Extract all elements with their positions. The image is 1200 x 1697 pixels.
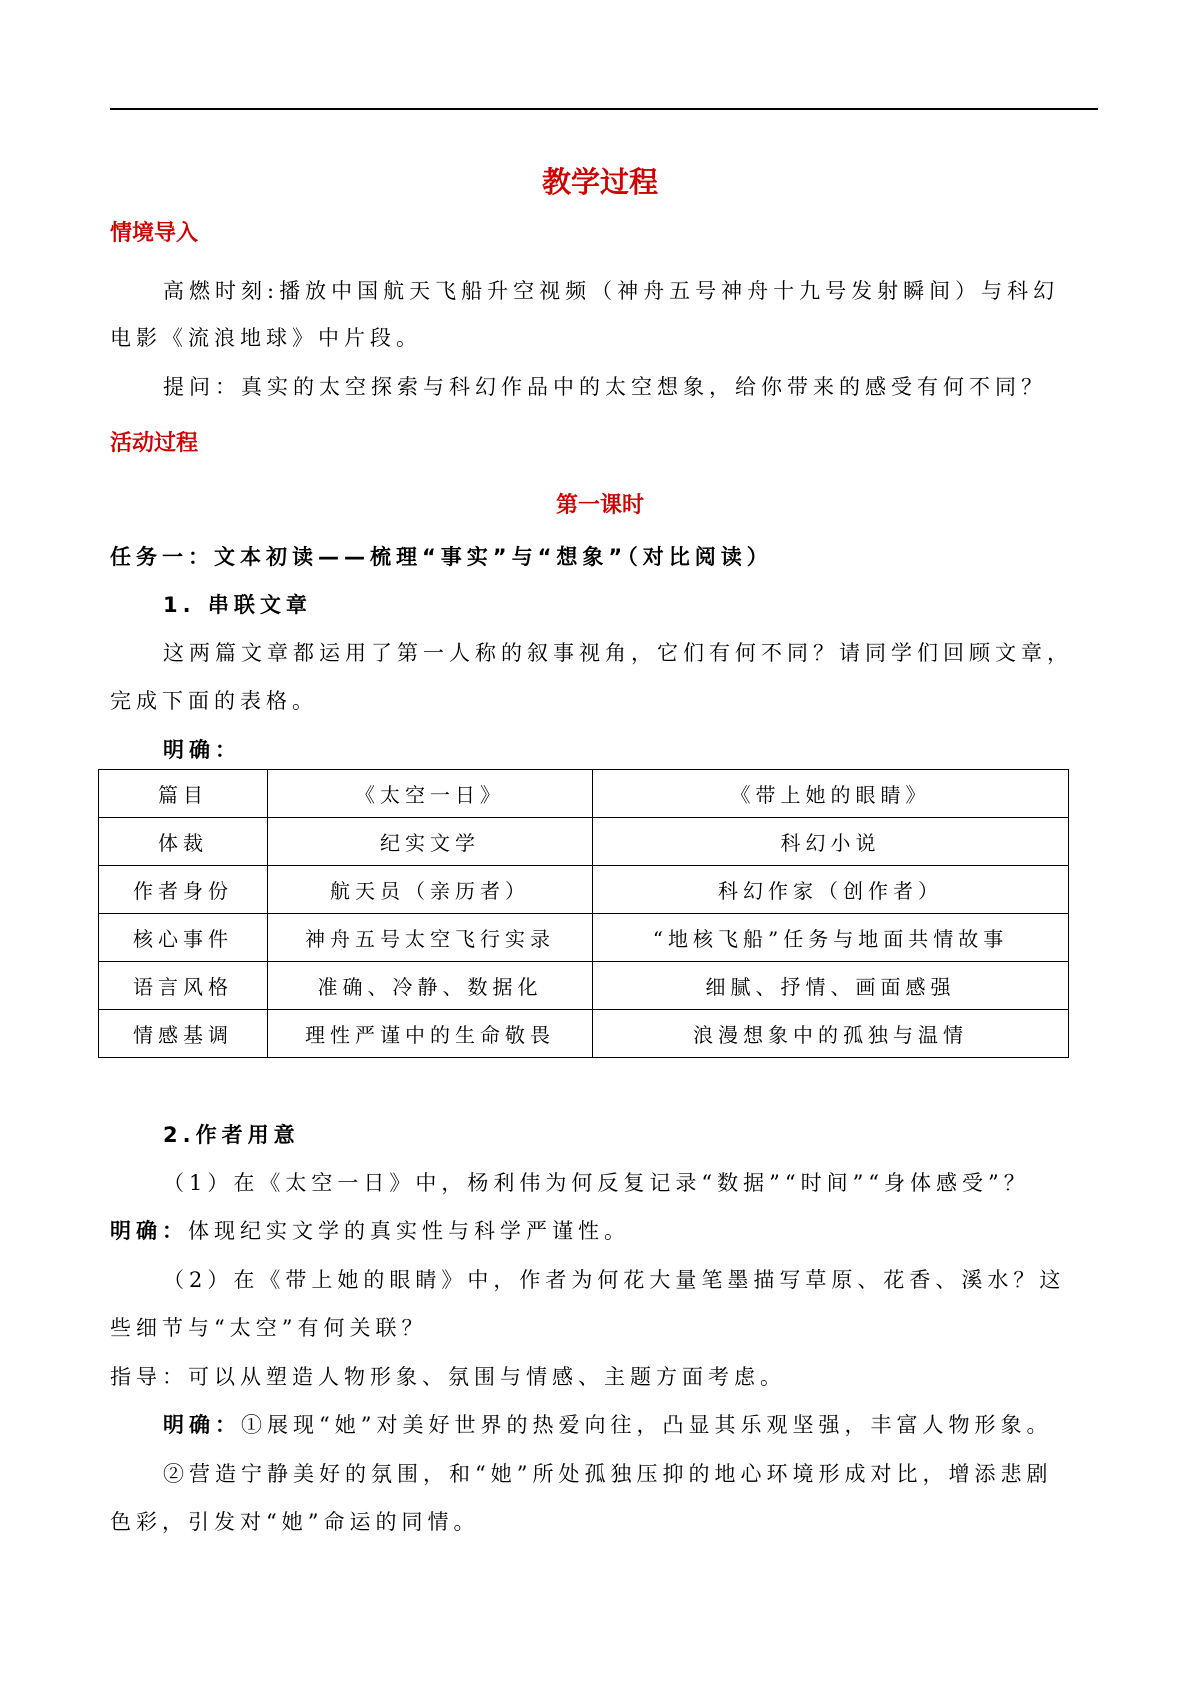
answer-2-line2: ②营造宁静美好的氛围，和“她”所处孤独压抑的地心环境形成对比，增添悲剧: [163, 1462, 1053, 1486]
table-cell: 准确、冷静、数据化: [268, 962, 593, 1010]
table-row: [99, 866, 1069, 914]
table-cell: 情感基调: [99, 1010, 268, 1058]
page-title: 教学过程: [541, 165, 658, 199]
table-cell: “地核飞船”任务与地面共情故事: [593, 914, 1069, 962]
lesson-heading: 第一课时: [555, 493, 644, 518]
instruction-line1: 这两篇文章都运用了第一人称的叙事视角，它们有何不同？请同学们回顾文章，: [163, 641, 1073, 665]
intro-paragraph-line2: 电影《流浪地球》中片段。: [110, 326, 422, 350]
answer-2-text: ①展现“她”对美好世界的热爱向往，凸显其乐观坚强，丰富人物形象。: [241, 1413, 1053, 1437]
question-2-line2: 些细节与“太空”有何关联？: [110, 1316, 428, 1340]
table-cell: 神舟五号太空飞行实录: [268, 914, 593, 962]
table-row: [99, 962, 1069, 1010]
answer-label: 明确：: [163, 738, 241, 762]
section-heading-intro: 情境导入: [110, 221, 199, 246]
task-heading: 任务一：文本初读——梳理“事实”与“想象”（对比阅读）: [110, 545, 773, 569]
table-cell: 细腻、抒情、画面感强: [593, 962, 1069, 1010]
subheading-author-intent: 2.作者用意: [163, 1123, 300, 1147]
comparison-table: [98, 769, 1069, 1058]
answer-2-label: 明确：: [163, 1413, 241, 1437]
header-rule: [110, 108, 1098, 110]
table-cell: 科幻小说: [593, 818, 1069, 866]
question-1: （1）在《太空一日》中，杨利伟为何反复记录“数据”“时间”“身体感受”？: [163, 1171, 1030, 1195]
table-cell: 理性严谨中的生命敬畏: [268, 1010, 593, 1058]
table-row: [99, 914, 1069, 962]
table-cell: 篇目: [99, 770, 268, 818]
table-cell: 核心事件: [99, 914, 268, 962]
guide-text: 指导：可以从塑造人物形象、氛围与情感、主题方面考虑。: [110, 1365, 786, 1389]
answer-2-line1: [163, 1409, 1052, 1439]
table-cell: 体裁: [99, 818, 268, 866]
instruction-line2: 完成下面的表格。: [110, 689, 318, 713]
answer-1-text: 体现纪实文学的真实性与科学严谨性。: [188, 1219, 630, 1243]
table-cell: 作者身份: [99, 866, 268, 914]
question-2-line1: （2）在《带上她的眼睛》中，作者为何花大量笔墨描写草原、花香、溪水？这: [163, 1268, 1066, 1292]
answer-2-line3: 色彩，引发对“她”命运的同情。: [110, 1510, 480, 1534]
subheading-link-articles: 1. 串联文章: [163, 593, 312, 617]
intro-paragraph-line1: 高燃时刻:播放中国航天飞船升空视频（神舟五号神舟十九号发射瞬间）与科幻: [163, 279, 1060, 303]
table-cell: 《带上她的眼睛》: [593, 770, 1069, 818]
table-cell: 纪实文学: [268, 818, 593, 866]
table-row: [99, 818, 1069, 866]
table-cell: 浪漫想象中的孤独与温情: [593, 1010, 1069, 1058]
table-cell: 语言风格: [99, 962, 268, 1010]
intro-question: 提问：真实的太空探索与科幻作品中的太空想象，给你带来的感受有何不同？: [163, 375, 1047, 399]
table-cell: 科幻作家（创作者）: [593, 866, 1069, 914]
answer-1-label: 明确：: [110, 1219, 188, 1243]
table-cell: 《太空一日》: [268, 770, 593, 818]
section-heading-activity: 活动过程: [110, 431, 199, 456]
table-cell: 航天员（亲历者）: [268, 866, 593, 914]
answer-1: [110, 1215, 630, 1245]
table-row: [99, 770, 1069, 818]
table-row: [99, 1010, 1069, 1058]
